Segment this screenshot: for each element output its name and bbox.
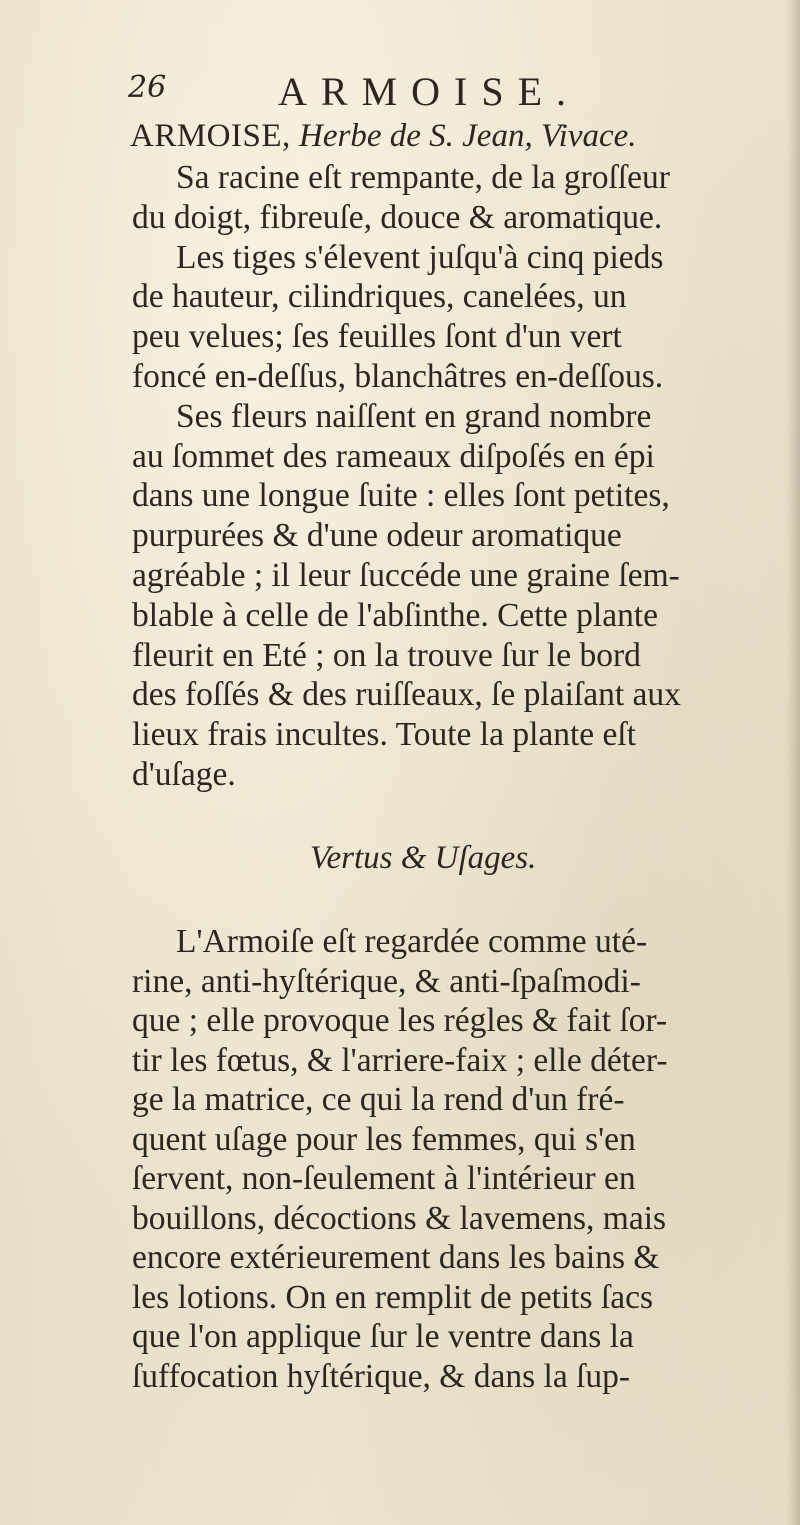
description-paragraphs <box>132 158 792 795</box>
text-line: peu velues; ſes feuilles ſont d'un vert <box>132 318 622 356</box>
text-line: d'uſage. <box>132 755 236 793</box>
text-line: encore extérieurement dans les bains & <box>132 1239 660 1276</box>
text-line: du doigt, fibreuſe, douce & aromatique. <box>132 198 663 236</box>
text-line: que l'on applique ſur le ventre dans la <box>132 1318 634 1355</box>
text-line: quent uſage pour les femmes, qui s'en <box>132 1120 636 1158</box>
text-line: les lotions. On en remplit de petits ſacs <box>132 1278 654 1316</box>
text-line: L'Armoiſe eſt regardée comme uté- <box>176 923 648 960</box>
text-line: de hauteur, cilindriques, canelées, un <box>132 278 627 316</box>
section-heading: Vertus & Uſages. <box>310 840 537 876</box>
text-line: foncé en-deſſus, blanchâtres en-deſſous. <box>132 357 664 395</box>
text-line: bouillons, décoctions & lavemens, mais <box>132 1199 667 1237</box>
text-line: ſervent, non-ſeulement à l'intérieur en <box>132 1160 636 1197</box>
text-line: tir les fœtus, & l'arriere-faix ; elle déter- <box>132 1041 668 1079</box>
text-line: ſuffocation hyſtérique, & dans la ſup- <box>132 1357 631 1395</box>
text-line: ge la matrice, ce qui la rend d'un fré- <box>132 1081 625 1118</box>
text-line: que ; elle provoque les régles & fait ſor- <box>132 1002 668 1039</box>
text-line: purpurées & d'une odeur aromatique <box>132 517 622 555</box>
entry-subtitle: Herbe de S. Jean, Vivace. <box>299 118 637 154</box>
text-line: Ses fleurs naiſſent en grand nombre <box>176 397 652 435</box>
text-line: agréable ; il leur ſuccéde une graine ſem- <box>132 556 680 594</box>
text-line: Les tiges s'élevent juſqu'à cinq pieds <box>176 238 664 276</box>
page-number: 26 <box>128 70 167 105</box>
text-line: des foſſés & des ruiſſeaux, ſe plaiſant aux <box>132 676 681 714</box>
text-line: lieux frais incultes. Toute la plante eſt <box>132 716 637 754</box>
text-line: blable à celle de l'abſinthe. Cette plante <box>132 596 658 634</box>
text-line: fleurit en Eté ; on la trouve ſur le bord <box>132 636 641 674</box>
running-head-title: ARMOISE. <box>278 69 581 114</box>
text-line: dans une longue ſuite : elles ſont petites, <box>132 477 670 515</box>
entry-heading <box>130 118 770 155</box>
running-head <box>128 68 688 118</box>
entry-name: ARMOISE, <box>130 118 291 154</box>
text-line: au ſommet des rameaux diſpoſés en épi <box>132 437 655 475</box>
usage-paragraph <box>132 922 792 1396</box>
text-line: rine, anti-hyſtérique, & anti-ſpaſmodi- <box>132 962 641 1000</box>
text-line: Sa racine eſt rempante, de la groſſeur <box>176 159 670 196</box>
